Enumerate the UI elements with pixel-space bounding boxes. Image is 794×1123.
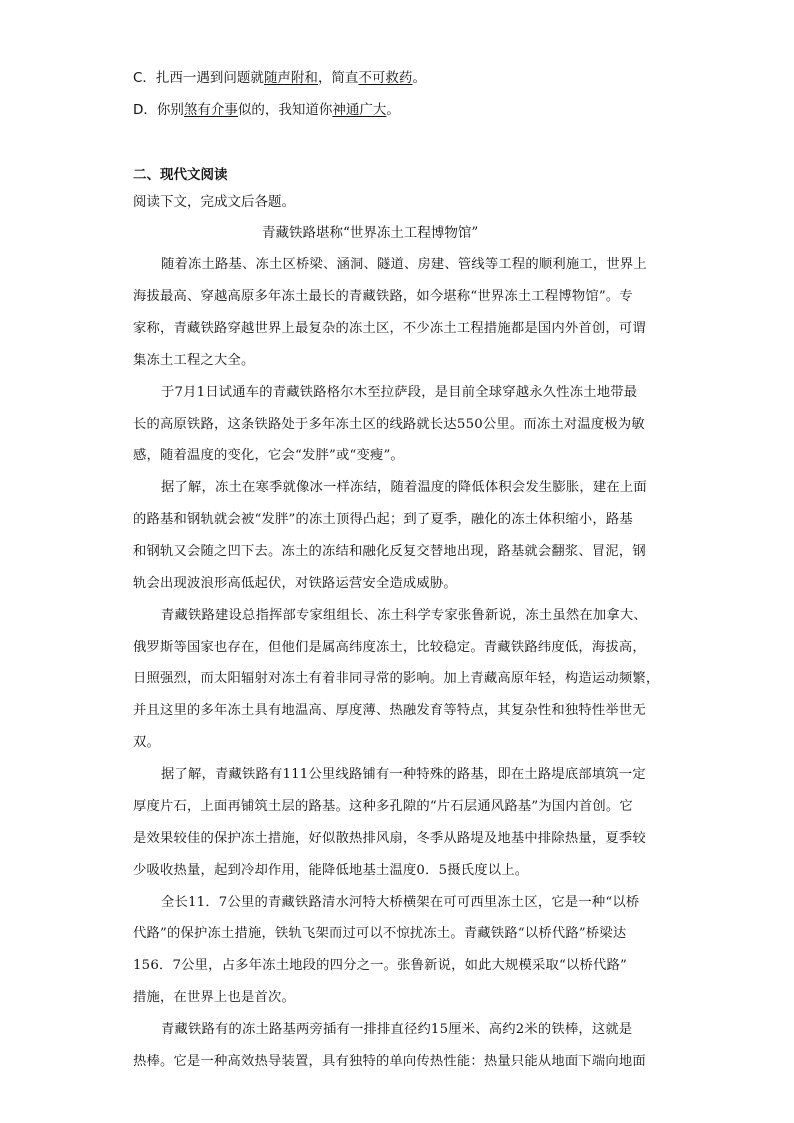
option-d-prefix: D．你别 bbox=[133, 102, 184, 118]
article-line: 青藏铁路建设总指挥部专家组组长、冻土科学专家张鲁新说，冻土虽然在加拿大、 bbox=[161, 608, 647, 623]
article-line: 据了解，青藏铁路有111公里线路铺有一种特殊的路基，即在土路堤底部填筑一定 bbox=[161, 767, 646, 782]
article-line: 156．7公里，占多年冻土地段的四分之一。张鲁新说，如此大规模采取“以桥代路” bbox=[133, 958, 628, 973]
article-line: 和钢轨又会随之凹下去。冻土的冻结和融化反复交替地出现，路基就会翻浆、冒泥，钢 bbox=[133, 544, 646, 559]
option-c-underlined-1: 随声附和 bbox=[263, 70, 318, 86]
option-c-suffix: 。 bbox=[412, 70, 426, 86]
option-d-suffix: 。 bbox=[386, 102, 400, 118]
option-d-mid: 似的，我知道你 bbox=[237, 102, 333, 118]
article-line: 长的高原铁路，这条铁路处于多年冻土区的线路就长达550公里。而冻土对温度极为敏 bbox=[133, 417, 645, 432]
section-heading: 二、现代文阅读 bbox=[133, 167, 228, 183]
option-c-underlined-2: 不可救药 bbox=[358, 70, 413, 86]
section-instruction: 阅读下文，完成文后各题。 bbox=[133, 194, 295, 210]
article-line: 少吸收热量，起到冷却作用，能降低地基土温度0．5摄氏度以上。 bbox=[133, 863, 529, 878]
article-line: 随着冻土路基、冻土区桥梁、涵洞、隧道、房建、管线等工程的顺利施工，世界上 bbox=[161, 257, 647, 272]
option-c-prefix: C．扎西一遇到问题就 bbox=[133, 70, 264, 86]
option-d-underlined-1: 煞有介事 bbox=[183, 102, 238, 118]
article-line: 集冻土工程之大全。 bbox=[133, 353, 255, 368]
option-d bbox=[133, 98, 400, 118]
article-line: 俄罗斯等国家也存在，但他们是属高纬度冻土，比较稳定。青藏铁路纬度低，海拔高， bbox=[133, 640, 646, 655]
article-title: 青藏铁路堪称“世界冻土工程博物馆” bbox=[262, 225, 479, 241]
article-line: 代路”的保护冻土措施，铁轨飞架而过可以不惊扰冻土。青藏铁路“以桥代路”桥梁达 bbox=[133, 926, 627, 941]
article-line: 的路基和钢轨就会被“发胖”的冻土顶得凸起；到了夏季，融化的冻土体积缩小，路基 bbox=[133, 512, 633, 527]
article-line: 双。 bbox=[133, 735, 160, 750]
option-c bbox=[133, 66, 426, 86]
article-line: 厚度片石，上面再铺筑土层的路基。这种多孔隙的“片石层通风路基”为国内首创。它 bbox=[133, 799, 633, 814]
article-line: 于7月1日试通车的青藏铁路格尔木至拉萨段，是目前全球穿越永久性冻土地带最 bbox=[161, 385, 638, 400]
article-line: 是效果较佳的保护冻土措施，好似散热排风扇，冬季从路堤及地基中排除热量，夏季较 bbox=[133, 831, 646, 846]
option-d-underlined-2: 神通广大 bbox=[332, 102, 387, 118]
article-line: 并且这里的多年冻土具有地温高、厚度薄、热融发育等特点，其复杂性和独特性举世无 bbox=[133, 703, 646, 718]
article-line: 据了解，冻土在寒季就像冰一样冻结，随着温度的降低体积会发生膨胀，建在上面 bbox=[161, 480, 647, 495]
article-line: 青藏铁路有的冻土路基两旁插有一排排直径约15厘米、高约2米的铁棒，这就是 bbox=[161, 1022, 633, 1037]
article-line: 日照强烈，而太阳辐射对冻土有着非同寻常的影响。加上青藏高原年轻，构造运动频繁， bbox=[133, 671, 660, 686]
article-line: 热棒。它是一种高效热导装置，具有独特的单向传热性能：热量只能从地面下端向地面 bbox=[133, 1054, 646, 1069]
article-line: 轨会出现波浪形高低起伏，对铁路运营安全造成威胁。 bbox=[133, 576, 457, 591]
article-line: 全长11．7公里的青藏铁路清水河特大桥横架在可可西里冻土区，它是一种“以桥 bbox=[161, 895, 640, 910]
article-line: 措施，在世界上也是首次。 bbox=[133, 990, 295, 1005]
article-line: 感，随着温度的变化，它会“发胖”或“变瘦”。 bbox=[133, 448, 404, 463]
article-line: 海拔最高、穿越高原多年冻土最长的青藏铁路，如今堪称“世界冻土工程博物馆”。专 bbox=[133, 289, 633, 304]
article-line: 家称，青藏铁路穿越世界上最复杂的冻土区，不少冻土工程措施都是国内外首创，可谓 bbox=[133, 321, 646, 336]
option-c-mid: ，简直 bbox=[317, 70, 359, 86]
